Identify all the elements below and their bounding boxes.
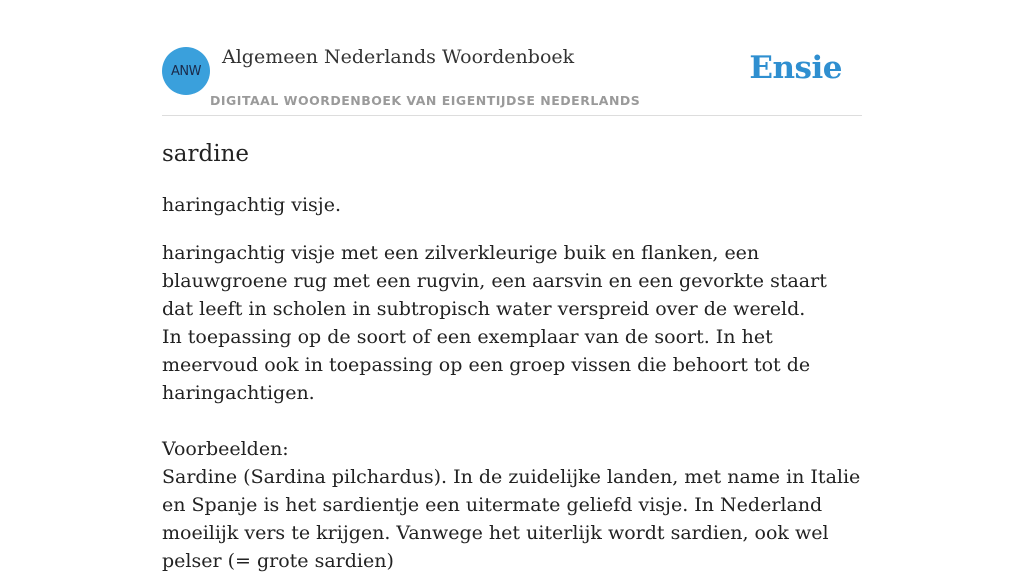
page-title: sardine (162, 141, 250, 167)
anw-logo[interactable] (162, 47, 210, 95)
usage-note: In toepassing op de soort of een exemplaar van de soort. In het meervoud ook in toepassing op een groep vissen die behoort tot de haringachtigen. (162, 326, 811, 404)
page (162, 0, 862, 572)
site-header (162, 0, 862, 116)
paragraph-spacer (162, 407, 862, 435)
example-text: Sardine (Sardina pilchardus). In de zuidelijke landen, met name in Italie en Spanje is het sardientje een uitermate geliefd visje. In Nederland moeilijk vers te krijgen. Vanwege het uiterlijk wordt sardien, ook wel pelser (= grote sardien) (162, 466, 861, 572)
short-definition: haringachtig visje. (162, 194, 341, 216)
examples-label: Voorbeelden: (162, 438, 289, 460)
entry-body (162, 239, 862, 575)
site-subtitle: DIGITAAL WOORDENBOEK VAN EIGENTIJDSE NEDERLANDS (210, 93, 641, 108)
logo-text: ANW (171, 63, 201, 79)
ensie-brand-link[interactable]: Ensie (749, 50, 842, 86)
definition-text: haringachtig visje met een zilverkleurige buik en flanken, een blauwgroene rug met een rugvin, een aarsvin en een gevorkte staart dat leeft in scholen in subtropisch water verspreid over de wereld. (162, 242, 827, 320)
site-title[interactable]: Algemeen Nederlands Woordenboek (222, 46, 575, 68)
